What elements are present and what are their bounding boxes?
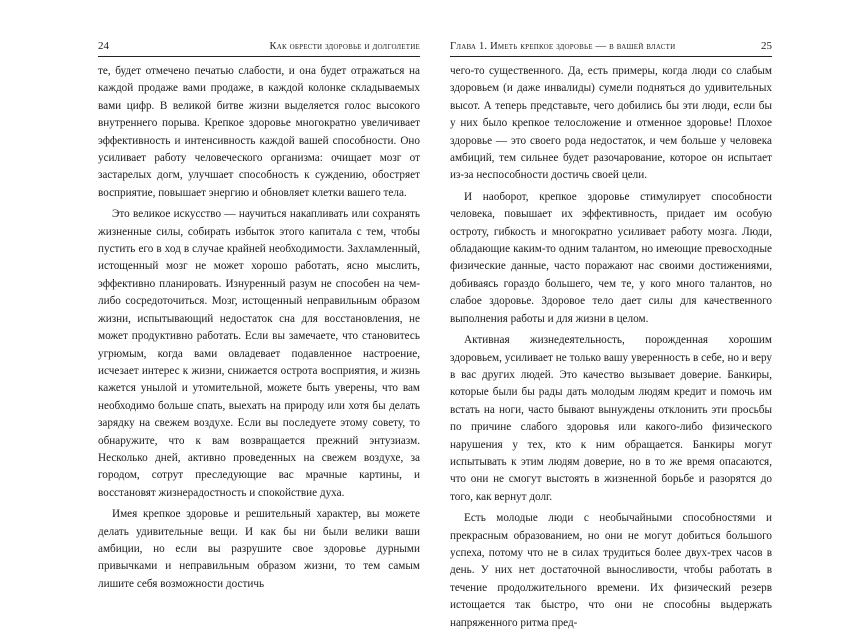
right-page [450,40,772,632]
right-running-title: Глава 1. Иметь крепкое здоровье — в вашей власти [450,41,676,52]
right-body-text [450,63,772,632]
paragraph: Есть молодые люди с необычайными способностями и прекрасным образованием, но они не могут добиться большого успеха, потому что не в силах трудиться более двух-трех часов в день. У них нет достаточной выносливости, чтобы работать в течение продолжительного времени. Их физический резерв истощается так быстро, что они не способны выдержать напряженного ритма пред- [450,512,772,629]
left-page [98,40,420,593]
left-body-text [98,63,420,593]
right-running-header [450,40,772,57]
right-page-number: 25 [761,40,772,52]
paragraph: Имея крепкое здоровье и решительный характер, вы можете делать удивительные вещи. И как бы ни были велики ваши амбиции, но если вы разрушите свое здоровье дурными привычками и неправильным образом жизни, то тем самым лишите себя возможности достичь [98,508,420,590]
paragraph: Активная жизнедеятельность, порожденная хорошим здоровьем, усиливает не только вашу уверенность в себе, но и веру в вас других людей. Это качество вызывает доверие. Банкиры, которые были бы рады дать молодым людям кредит и помочь им встать на ноги, часто бывают вынуждены отклонить эти просьбы по причине слабого здоровья или какого-либо физического нарушения у тех, кто к ним обращается. Банкиры могут испытывать к этим людям доверие, но в то же время опасаются, что они не смогут выстоять в жизненной борьбе и разорятся до того, как вернут долг. [450,334,772,503]
left-page-number: 24 [98,40,109,52]
paragraph: те, будет отмечено печатью слабости, и она будет отражаться на каждой продаже вами продаже, в каждой колонке складываемых вами цифр. В великой битве жизни выделяется голос высокого внутреннего порыва. Крепкое здоровье многократно увеличивает эффективность и интенсивность каждой вашей способности. Оно усиливает работу человеческого организма: очищает мозг от застарелых догм, улучшает способность к суждению, обостряет восприятие, повышает энергию и обновляет клетки вашего тела. [98,65,420,199]
left-running-header [98,40,420,57]
paragraph: И наоборот, крепкое здоровье стимулирует способности человека, повышает их эффективность, придает им особую остроту, гибкость и многократно усиливает работу мозга. Люди, обладающие каким-то одним талантом, но имеющие превосходные физические данные, часто поражают нас своими достижениями, добиваясь гораздо большего, чем те, у кого много талантов, но слабое здоровье. Здоровое тело дает силы для качественного выполнения работы и для жизни в целом. [450,190,772,325]
paragraph: Это великое искусство — научиться накапливать или сохранять жизненные силы, собирать избыток этого капитала с тем, чтобы пустить его в ход в случае крайней необходимости. Захламленный, истощенный мозг не может хорошо работать, ясно мыслить, эффективно планировать. Изнуренный разум не способен на чем-либо сосредоточиться. Мозг, истощенный неправильным образом жизни, испытывающий недостаток сна для восстановления, не может продуктивно работать. Если вы замечаете, что становитесь угрюмым, когда вами овладевает подавленное настроение, исчезает интерес к жизни, снижается острота восприятия, и жизнь кажется унылой и утомительной, можете быть уверены, что вам необходимо больше спать, выехать на природу или хотя бы делать зарядку на свежем воздухе. Если вы последуете этому совету, то обнаружите, что к вам возвращается прежний энтузиазм. Несколько дней, активно проведенных на свежем воздухе, за городом, сотрут преследующие вас мрачные картины, и восстановят жизнерадостность и спокойствие духа. [98,208,420,499]
left-running-title: Как обрести здоровье и долголетие [269,41,420,52]
paragraph: чего-то существенного. Да, есть примеры, когда люди со слабым здоровьем (и даже инвалиды) сумели подняться до удивительных высот. А теперь представьте, чего добились бы эти люди, если бы у них было крепкое телосложение и отменное здоровье! Плохое здоровье — это своего рода недостаток, и чем больше у человека амбиций, тем сильнее будет разочарование, которое он испытает из-за неспособности достичь своей цели. [450,65,772,182]
